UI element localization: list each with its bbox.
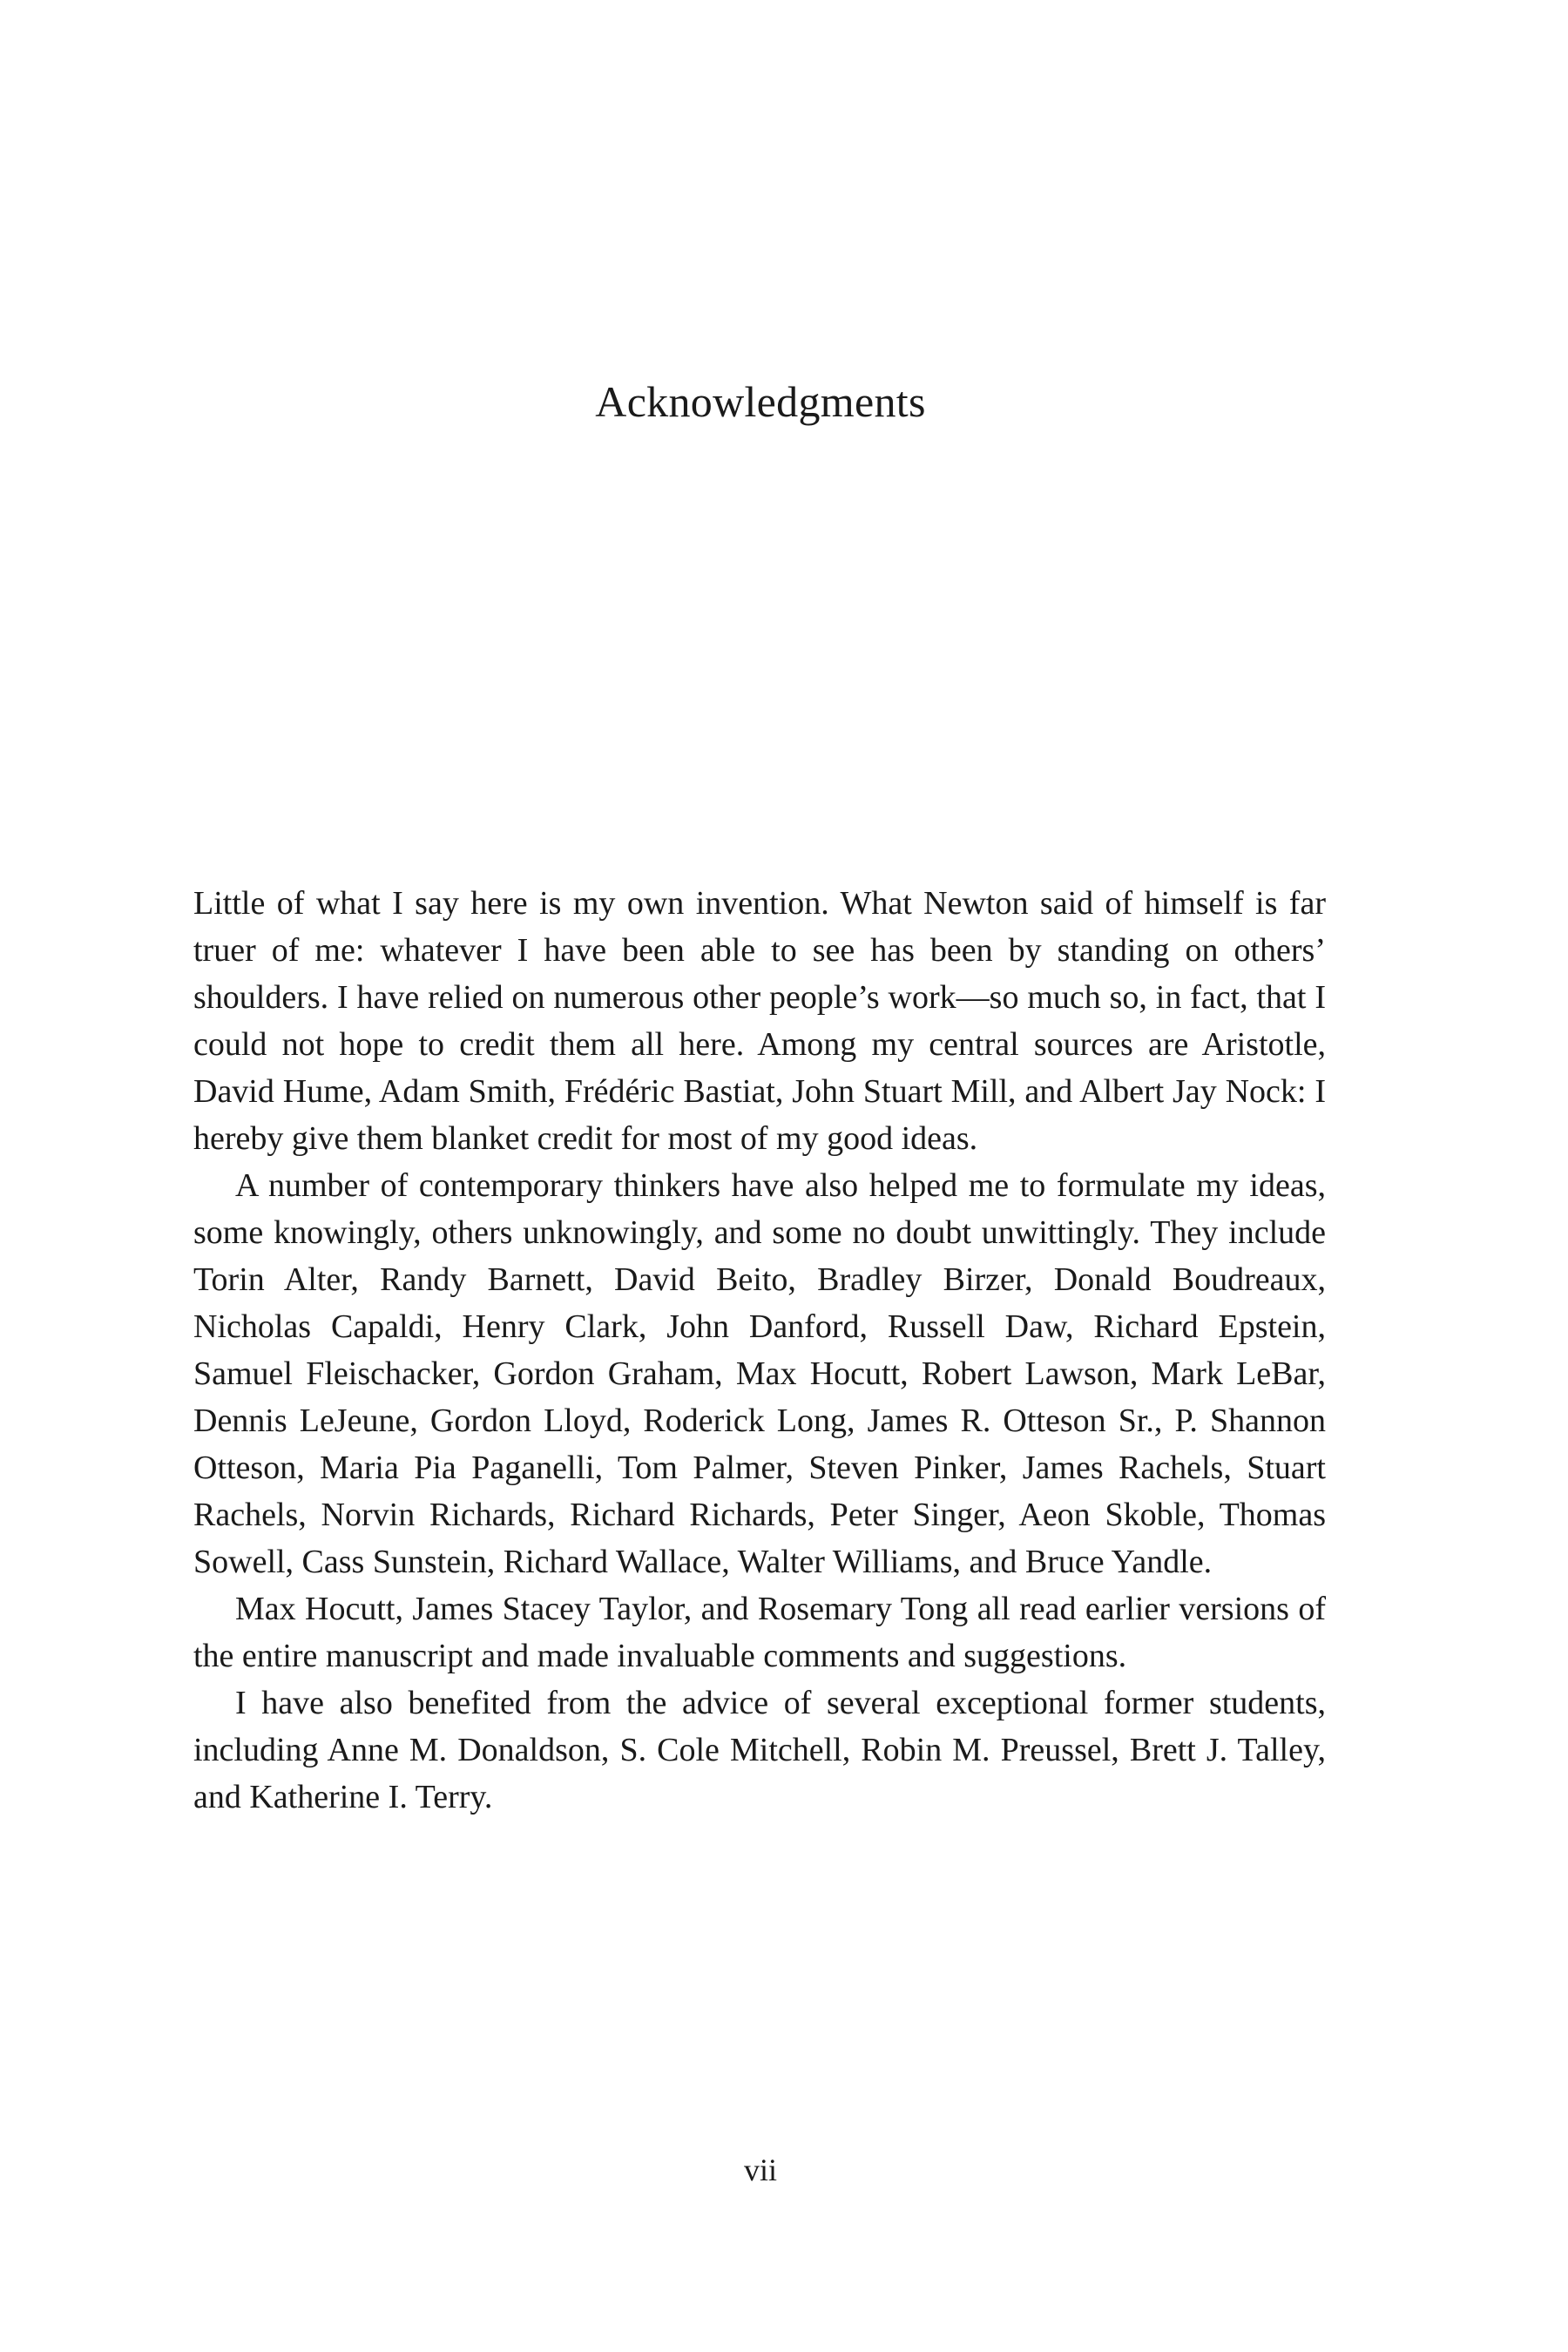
- paragraph-1: Little of what I say here is my own invention. What Newton said of himself is far truer of me: whatever I have been able to see has been by standing on others’ shoulders. I have relied on numerous other people’s work—so much so, in fact, that I could not hope to credit them all here. Among my central sources are Aristotle, David Hume, Adam Smith, Frédéric Bastiat, John Stuart Mill, and Albert Jay Nock: I hereby give them blanket credit for most of my good ideas.: [193, 885, 1326, 1157]
- page-title: Acknowledgments: [595, 377, 926, 426]
- page-number: vii: [743, 2153, 777, 2187]
- paragraph-3: Max Hocutt, James Stacey Taylor, and Rosemary Tong all read earlier versions of the entire manuscript and made invaluable comments and suggestions.: [193, 1591, 1326, 1674]
- paragraph-2: A number of contemporary thinkers have also helped me to formulate my ideas, some knowingly, others unknowingly, and some no doubt unwittingly. They include Torin Alter, Randy Barnett, David Beito, Bradley Birzer, Donald Boudreaux, Nicholas Capaldi, Henry Clark, John Danford, Russell Daw, Richard Epstein, Samuel Fleischacker, Gordon Graham, Max Hocutt, Robert Lawson, Mark LeBar, Dennis LeJeune, Gordon Lloyd, Roderick Long, James R. Otteson Sr., P. Shannon Otteson, Maria Pia Paganelli, Tom Palmer, Steven Pinker, James Rachels, Stuart Rachels, Norvin Richards, Richard Richards, Peter Singer, Aeon Skoble, Thomas Sowell, Cass Sunstein, Richard Wallace, Walter Williams, and Bruce Yandle.: [193, 1167, 1326, 1580]
- acknowledgments-body: [193, 880, 1326, 1821]
- paragraph-4: I have also benefited from the advice of several exceptional former students, including Anne M. Donaldson, S. Cole Mitchell, Robin M. Preussel, Brett J. Talley, and Katherine I. Terry.: [193, 1685, 1326, 1815]
